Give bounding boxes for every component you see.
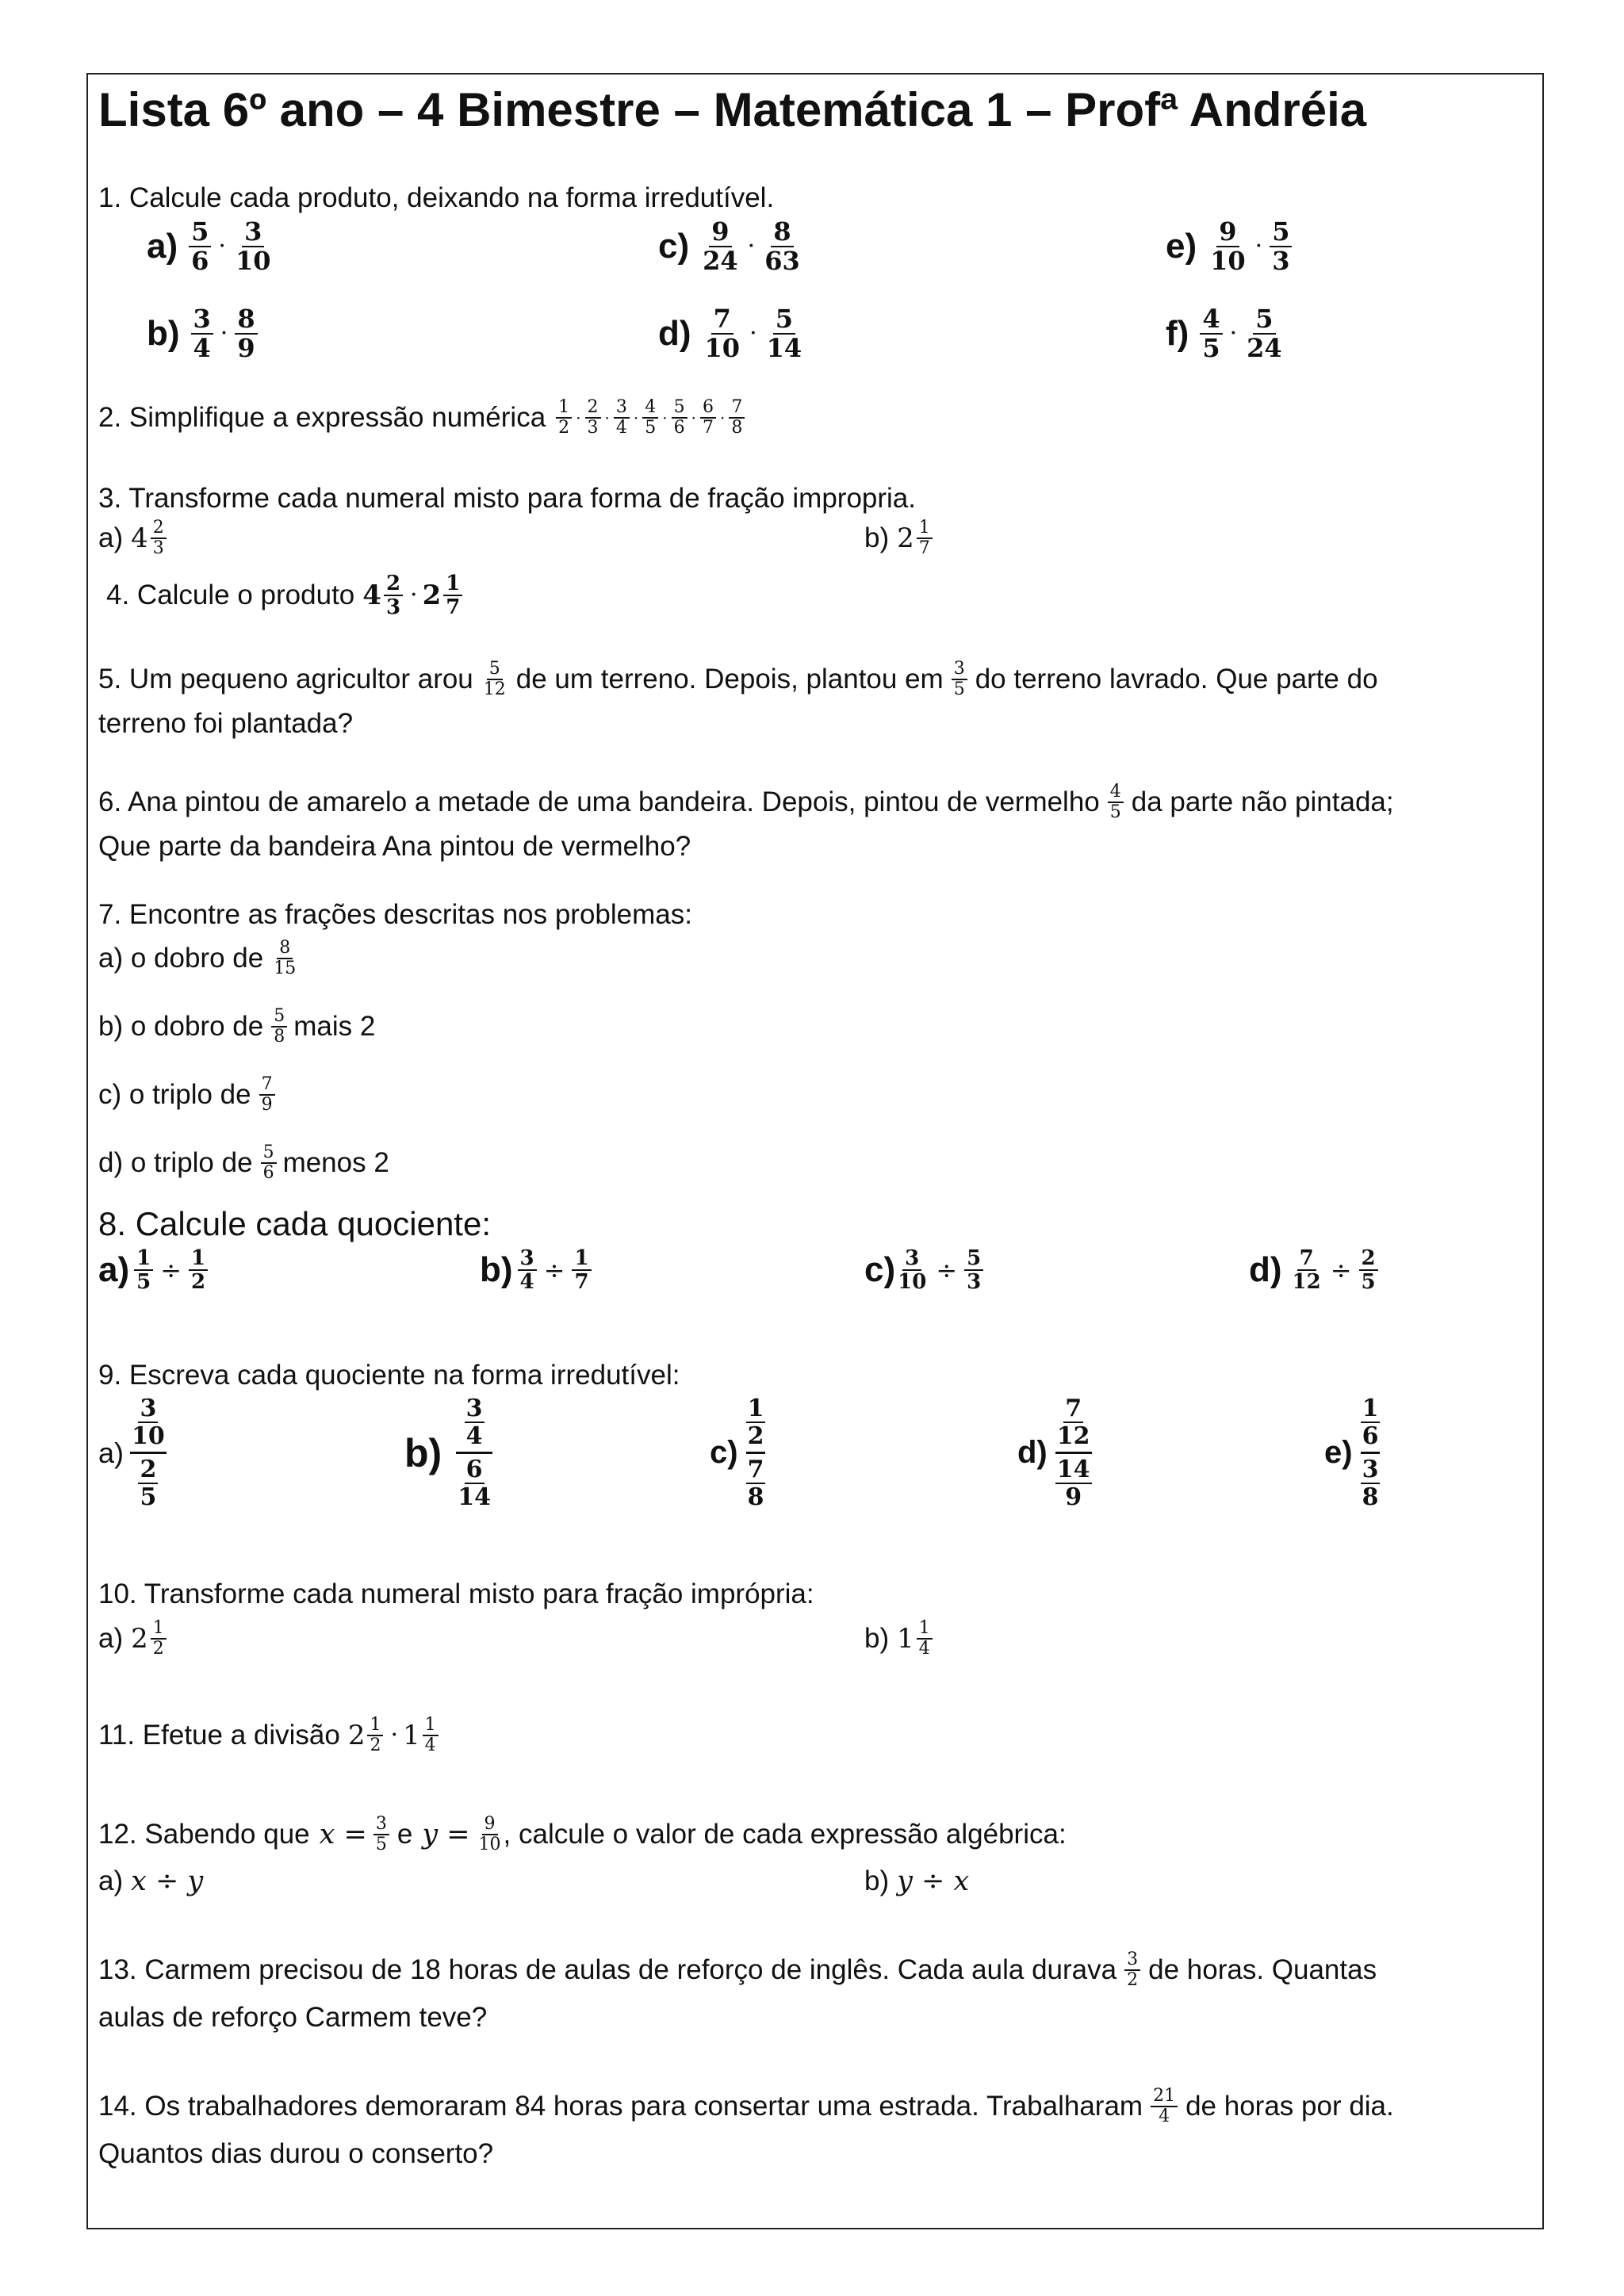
item-label: e)	[1166, 226, 1197, 266]
item-label: c)	[710, 1435, 738, 1470]
q1-item-f: f) $\frac{4}{5}$ · $\frac{5}{24}$	[1166, 305, 1287, 362]
q9-item-b	[404, 1395, 492, 1510]
item-label: b)	[404, 1430, 442, 1475]
item-label: c)	[658, 226, 690, 266]
q1-item-a: a) $\frac{5}{6}$ · $\frac{3}{10}$	[147, 218, 275, 274]
multiply-dot: ·	[633, 408, 639, 427]
multiply-dot: ·	[662, 408, 668, 427]
q8-text: 8. Calcule cada quociente:	[98, 1205, 491, 1242]
q1-item-d: d) $\frac{7}{10}$ · $\frac{5}{14}$	[658, 305, 806, 362]
q2-text: 2. Simplifique a expressão numérica	[98, 402, 546, 433]
text: 13. Carmem precisou de 18 horas de aulas de reforço de inglês. Cada aula durava	[98, 1954, 1117, 1985]
fraction: $\frac{8}{15}$	[274, 938, 297, 978]
q11-text: 11. Efetue a divisão	[98, 1720, 340, 1751]
q7-text: 7. Encontre as frações descritas nos problemas:	[98, 899, 692, 930]
text: da parte não pintada;	[1131, 786, 1394, 817]
multiply-dot: ·	[604, 408, 610, 427]
q3-item-a	[98, 517, 169, 560]
q9-item-c	[710, 1395, 765, 1510]
mixed-number: 2 $\frac{1}{2}$	[131, 1617, 169, 1660]
item-label: e)	[1324, 1435, 1353, 1470]
text: e	[396, 1819, 413, 1850]
q1-item-c: c) $\frac{9}{24}$ · $\frac{8}{63}$	[658, 218, 805, 274]
fraction: $\frac{9}{24}$	[703, 216, 738, 276]
mixed-number: 4 $\frac{2}{3}$	[131, 517, 169, 560]
fraction: $\frac{5}{14}$	[766, 304, 802, 363]
text: c) o triplo de	[98, 1079, 251, 1110]
fraction: $\frac{8}{9}$	[235, 305, 257, 362]
fraction: $\frac{5}{6}$	[189, 218, 211, 274]
q2-expression	[553, 396, 747, 439]
fraction: $\frac{7}{8}$	[729, 398, 745, 438]
q4-text: 4. Calcule o produto	[106, 580, 355, 611]
fraction: $\frac{3}{4}$	[191, 305, 213, 362]
q14-line1	[98, 2085, 1394, 2128]
mixed-number: 2 $\frac{1}{7}$	[423, 572, 465, 618]
mixed-number: 1 $\frac{1}{4}$	[897, 1617, 935, 1660]
q5-line2: terreno foi plantada?	[98, 708, 354, 739]
q1-text: 1. Calcule cada produto, deixando na forma irredutível.	[98, 182, 775, 213]
q1-item-e: e) $\frac{9}{10}$ · $\frac{5}{3}$	[1166, 218, 1294, 274]
text: menos 2	[282, 1147, 389, 1178]
item-label: a)	[147, 226, 178, 266]
mixed-number: 4 $\frac{2}{3}$	[362, 572, 405, 618]
fraction: $\frac{5}{12}$	[483, 659, 506, 699]
multiply-dot: ·	[719, 408, 726, 427]
complex-fraction: 3 4 6 14	[458, 1395, 491, 1511]
q13-line2: aulas de reforço Carmem teve?	[98, 2002, 488, 2033]
fraction: $\frac{8}{63}$	[764, 216, 800, 276]
fraction: $\frac{2}{3}$	[585, 398, 601, 438]
q10-item-b	[864, 1617, 935, 1660]
fraction: $\frac{1}{5}$	[134, 1247, 153, 1293]
q8-item-d: d) $\frac{7}{12}$ ÷ $\frac{2}{5}$	[1249, 1247, 1381, 1293]
q7-item-a	[98, 937, 301, 980]
complex-fraction: 3 10 2 5	[132, 1395, 165, 1511]
mixed-number: 2 $\frac{1}{7}$	[897, 517, 935, 560]
complex-fraction: 7 12 14 9	[1056, 1395, 1090, 1511]
item-label: d)	[658, 313, 691, 353]
fraction: $\frac{3}{10}$	[898, 1246, 927, 1295]
fraction: $\frac{5}{3}$	[1270, 218, 1292, 274]
item-label: a)	[98, 1623, 124, 1654]
item-label: b)	[864, 522, 890, 553]
fraction: $\frac{5}{6}$	[672, 398, 688, 438]
q1-item-b: b) $\frac{3}{4}$ · $\frac{8}{9}$	[147, 305, 260, 362]
q6-line1	[98, 781, 1394, 824]
text: b) o dobro de	[98, 1011, 264, 1042]
text: x =	[319, 1819, 367, 1850]
fraction: $\frac{3}{4}$	[518, 1247, 537, 1293]
q13-line1	[98, 1949, 1377, 1992]
complex-fraction: 1 2 7 8	[747, 1395, 764, 1511]
fraction: $\frac{7}{10}$	[704, 304, 741, 363]
fraction: $\frac{1}{2}$	[556, 398, 572, 438]
fraction: $\frac{3}{5}$	[952, 660, 967, 699]
q14-line2: Quantos dias durou o conserto?	[98, 2138, 494, 2169]
fraction: $\frac{4}{5}$	[1108, 783, 1124, 822]
expression: x ÷ y	[131, 1866, 204, 1897]
item-label: b)	[864, 1623, 890, 1654]
q3-item-b	[864, 517, 935, 560]
text: 6. Ana pintou de amarelo a metade de uma bandeira. Depois, pintou de vermelho	[98, 786, 1100, 817]
q9-item-d	[1017, 1395, 1092, 1510]
q12-item-b	[864, 1860, 969, 1903]
q9-item-e	[1324, 1395, 1380, 1510]
item-label: b)	[147, 313, 180, 353]
text: de um terreno. Depois, plantou em	[515, 664, 944, 695]
q11-line: 11. Efetue a divisão 2 $\frac{1}{2}$ · 1 $\frac{1}{4}$	[98, 1714, 441, 1757]
item-label: a)	[98, 1436, 124, 1469]
q9-item-a	[98, 1395, 167, 1510]
multiply-dot: ·	[576, 408, 581, 427]
text: mais 2	[293, 1011, 376, 1042]
fraction: $\frac{1}{7}$	[572, 1247, 591, 1293]
q12-line1	[98, 1813, 1067, 1856]
q8-item-a: a) $\frac{1}{5}$ ÷ $\frac{1}{2}$	[98, 1247, 210, 1293]
item-label: a)	[98, 1866, 124, 1896]
fraction: $\frac{3}{10}$	[235, 216, 271, 276]
fraction: $\frac{5}{3}$	[964, 1247, 983, 1293]
q2-line	[98, 396, 747, 439]
q8-item-b: b) $\frac{3}{4}$ ÷ $\frac{1}{7}$	[480, 1247, 594, 1293]
item-label: d)	[1017, 1435, 1048, 1470]
fraction: $\frac{5}{24}$	[1247, 304, 1282, 363]
text: d) o triplo de	[98, 1147, 253, 1178]
text: 14. Os trabalhadores demoraram 84 horas para consertar uma estrada. Trabalharam	[98, 2091, 1143, 2122]
text: de horas por dia.	[1185, 2091, 1394, 2122]
fraction: $\frac{3}{4}$	[614, 398, 630, 438]
expression: y ÷ x	[897, 1866, 970, 1897]
mixed-number: 2 $\frac{1}{2}$	[348, 1714, 386, 1757]
q6-line2: Que parte da bandeira Ana pintou de vermelho?	[98, 831, 691, 862]
fraction: $\frac{9}{10}$	[478, 1814, 501, 1854]
text: do terreno lavrado. Que parte do	[975, 664, 1378, 695]
text: , calcule o valor de cada expressão algébrica:	[503, 1819, 1067, 1850]
q12-item-a	[98, 1860, 203, 1903]
item-label: a)	[98, 1250, 130, 1290]
text: de horas. Quantas	[1148, 1954, 1377, 1985]
fraction: $\frac{7}{12}$	[1292, 1246, 1321, 1295]
q7-item-c	[98, 1073, 278, 1116]
q10-item-a	[98, 1617, 169, 1660]
fraction: $\frac{3}{2}$	[1124, 1950, 1140, 1990]
fraction: $\frac{4}{5}$	[1200, 305, 1222, 362]
q8-item-c: c) $\frac{3}{10}$ ÷ $\frac{5}{3}$	[864, 1247, 986, 1293]
text: a) o dobro de	[98, 943, 264, 974]
item-label: f)	[1166, 313, 1189, 353]
text: 12. Sabendo que	[98, 1819, 310, 1850]
multiply-dot: ·	[691, 408, 696, 427]
fraction: $\frac{7}{9}$	[259, 1075, 275, 1115]
complex-fraction: 1 6 3 8	[1362, 1395, 1379, 1511]
text: y =	[422, 1819, 470, 1850]
item-label: b)	[480, 1250, 513, 1290]
fraction: $\frac{6}{7}$	[700, 398, 716, 438]
fraction: $\frac{5}{8}$	[271, 1007, 287, 1047]
fraction: $\frac{21}{4}$	[1151, 2087, 1178, 2126]
q5-line1	[98, 658, 1378, 701]
text: 5. Um pequeno agricultor arou	[98, 664, 473, 695]
fraction: $\frac{9}{10}$	[1210, 216, 1246, 276]
q10-text: 10. Transforme cada numeral misto para fração imprópria:	[98, 1578, 814, 1609]
q3-text: 3. Transforme cada numeral misto para forma de fração impropria.	[98, 483, 916, 514]
fraction: $\frac{4}{5}$	[642, 398, 658, 438]
item-label: c)	[864, 1250, 896, 1290]
q4-line: 4. Calcule o produto 4 $\frac{2}{3}$ · 2 $\frac{1}{7}$	[106, 572, 465, 618]
fraction: $\frac{1}{2}$	[189, 1247, 208, 1293]
item-label: a)	[98, 522, 124, 553]
page-title: Lista 6º ano – 4 Bimestre – Matemática 1 – Profª Andréia	[98, 83, 1367, 136]
fraction: $\frac{2}{5}$	[1359, 1247, 1378, 1293]
item-label: d)	[1249, 1250, 1282, 1290]
q7-item-d	[98, 1142, 389, 1184]
mixed-number: 1 $\frac{1}{4}$	[403, 1714, 441, 1757]
q7-item-b	[98, 1005, 375, 1048]
fraction: $\frac{3}{5}$	[373, 1815, 389, 1854]
item-label: b)	[864, 1866, 890, 1896]
fraction: $\frac{5}{6}$	[261, 1143, 277, 1183]
q9-text: 9. Escreva cada quociente na forma irredutível:	[98, 1360, 680, 1391]
